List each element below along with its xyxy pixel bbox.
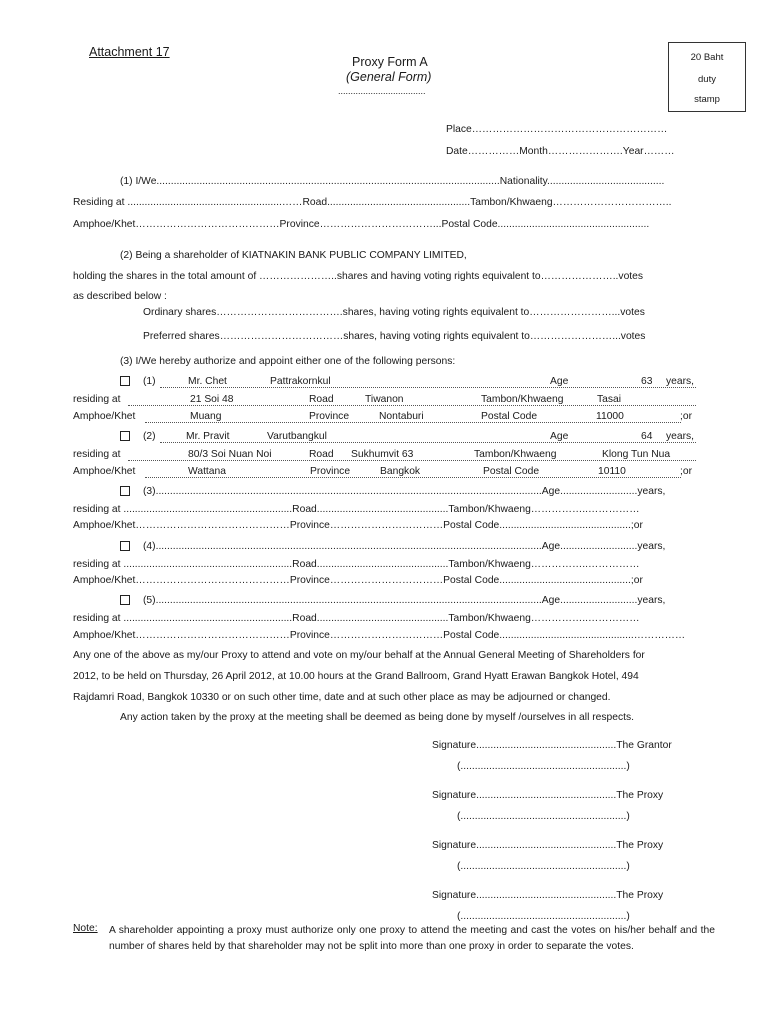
proxy-4-district-field[interactable]: Amphoe/Khet………………………………………Province……………………………Postal Code..............................................;or bbox=[73, 575, 643, 586]
form-title: Proxy Form A bbox=[352, 55, 428, 69]
proxy-2-tambon[interactable]: Klong Tun Nua bbox=[602, 449, 671, 460]
proxy-1-residing-label: residing at bbox=[73, 394, 121, 405]
proxy-1-postal[interactable]: 11000 bbox=[596, 411, 624, 422]
proxy-4-address-field[interactable]: residing at ...........................................................Road..............................................Tambon/Khwaeng……………..…………… bbox=[73, 559, 640, 570]
proxy-2-or: ;or bbox=[680, 466, 693, 477]
proxy-2-name-line bbox=[120, 431, 144, 443]
proxy-3-line bbox=[120, 486, 144, 498]
proxy-1-road-label: Road bbox=[309, 394, 334, 405]
proxy-2-age-label: Age bbox=[550, 431, 569, 442]
proxy-5-line bbox=[120, 595, 144, 607]
meeting-text-3: Rajdamri Road, Bangkok 10330 or on such other time, date and at such other place as may be adjourned or changed. bbox=[73, 692, 611, 703]
form-subtitle: (General Form) bbox=[346, 70, 432, 84]
proxy-2-postal-label: Postal Code bbox=[483, 466, 540, 477]
signature-proxy-2-name[interactable]: (..........................................................) bbox=[457, 861, 630, 872]
proxy-2-checkbox[interactable] bbox=[120, 431, 130, 441]
proxy-1-address[interactable]: 21 Soi 48 bbox=[190, 394, 234, 405]
proxy-2-postal[interactable]: 10110 bbox=[598, 466, 626, 477]
appoint-intro: (3) I/We hereby authorize and appoint either one of the following persons: bbox=[120, 356, 456, 367]
proxy-2-road-label: Road bbox=[309, 449, 334, 460]
grantor-district-line[interactable]: Amphoe/Khet……………………………………Province……………………………...Postal Code..................................................... bbox=[73, 219, 650, 230]
proxy-1-amphoe[interactable]: Muang bbox=[190, 411, 222, 422]
date-field[interactable]: Date……………Month………………….Year……… bbox=[446, 146, 675, 157]
proxy-2-district-underline bbox=[145, 477, 681, 478]
proxy-2-first-name[interactable]: Mr. Pravit bbox=[186, 431, 230, 442]
meeting-text-2: 2012, to be held on Thursday, 26 April 2012, at 10.00 hours at the Grand Ballroom, Grand Hyatt Erawan Bangkok Hotel, 494 bbox=[73, 671, 639, 682]
signature-proxy-1[interactable]: Signature.................................................The Proxy bbox=[432, 790, 664, 801]
total-shares-line[interactable]: holding the shares in the total amount of …………………..shares and having voting rights equivalent to…………………..votes bbox=[73, 271, 644, 282]
proxy-3-checkbox[interactable] bbox=[120, 486, 130, 496]
proxy-1-num: (1) bbox=[143, 376, 156, 387]
described-below: as described below : bbox=[73, 291, 167, 302]
signature-proxy-3[interactable]: Signature.................................................The Proxy bbox=[432, 890, 664, 901]
proxy-2-residing-label: residing at bbox=[73, 449, 121, 460]
stamp-line-1: 20 Baht bbox=[690, 52, 724, 63]
proxy-1-district-underline bbox=[145, 422, 681, 423]
shareholder-line bbox=[120, 250, 467, 261]
proxy-1-years: years, bbox=[666, 376, 695, 387]
meeting-text-1: Any one of the above as my/our Proxy to attend and vote on my/our behalf at the Annual General Meeting of Shareholders for bbox=[73, 650, 645, 661]
signature-proxy-2[interactable]: Signature.................................................The Proxy bbox=[432, 840, 664, 851]
ordinary-shares-line[interactable]: Ordinary shares……………………………….shares, having voting rights equivalent to……………………...votes bbox=[143, 307, 645, 318]
proxy-2-address-underline bbox=[128, 460, 696, 461]
proxy-2-num: (2) bbox=[143, 431, 156, 442]
preferred-shares-line[interactable]: Preferred shares………………………………shares, having voting rights equivalent to……………………...votes bbox=[143, 331, 646, 342]
proxy-3-district-field[interactable]: Amphoe/Khet………………………………………Province……………………………Postal Code..............................................;or bbox=[73, 520, 643, 531]
proxy-1-road[interactable]: Tiwanon bbox=[365, 394, 404, 405]
stamp-line-3: stamp bbox=[694, 94, 720, 105]
note-label: Note: bbox=[73, 923, 98, 934]
company-name: KIATNAKIN BANK PUBLIC COMPANY LIMITED, bbox=[241, 250, 467, 261]
proxy-2-amphoe[interactable]: Wattana bbox=[188, 466, 226, 477]
meeting-text-4: Any action taken by the proxy at the meeting shall be deemed as being done by myself /ourselves in all respects. bbox=[120, 712, 634, 723]
proxy-1-name-underline bbox=[160, 387, 696, 388]
proxy-4-name-field[interactable]: (4).......................................................................................................................................Age...........................years, bbox=[143, 541, 666, 552]
proxy-2-address[interactable]: 80/3 Soi Nuan Noi bbox=[188, 449, 272, 460]
proxy-1-province[interactable]: Nontaburi bbox=[379, 411, 424, 422]
proxy-1-age[interactable]: 63 bbox=[641, 376, 653, 387]
proxy-1-name-line bbox=[120, 376, 144, 388]
place-field[interactable]: Place………………………………………………… bbox=[446, 124, 668, 135]
signature-grantor[interactable]: Signature.................................................The Grantor bbox=[432, 740, 672, 751]
proxy-1-checkbox[interactable] bbox=[120, 376, 130, 386]
proxy-1-age-label: Age bbox=[550, 376, 569, 387]
note-text: A shareholder appointing a proxy must authorize only one proxy to attend the meeting and cast the votes on his/her behalf and the number of shares held by that shareholder may not be split into more than one proxy in order to separate the votes. bbox=[109, 925, 715, 952]
subtitle-dots: ................................... bbox=[338, 86, 426, 96]
proxy-2-amphoe-label: Amphoe/Khet bbox=[73, 466, 136, 477]
proxy-2-road[interactable]: Sukhumvit 63 bbox=[351, 449, 414, 460]
proxy-5-address-field[interactable]: residing at ...........................................................Road..............................................Tambon/Khwaeng……………..…………… bbox=[73, 613, 640, 624]
proxy-1-province-label: Province bbox=[309, 411, 350, 422]
proxy-5-checkbox[interactable] bbox=[120, 595, 130, 605]
proxy-1-tambon[interactable]: Tasai bbox=[597, 394, 622, 405]
stamp-line-2: duty bbox=[698, 74, 716, 85]
proxy-1-last-name[interactable]: Pattrakornkul bbox=[270, 376, 331, 387]
proxy-2-province-label: Province bbox=[310, 466, 351, 477]
proxy-2-age[interactable]: 64 bbox=[641, 431, 653, 442]
attachment-label: Attachment 17 bbox=[89, 45, 170, 59]
proxy-1-postal-label: Postal Code bbox=[481, 411, 538, 422]
proxy-2-tambon-label: Tambon/Khwaeng bbox=[474, 449, 557, 460]
proxy-4-line bbox=[120, 541, 144, 553]
proxy-5-district-field[interactable]: Amphoe/Khet………………………………………Province……………………………Postal Code...............................................…………… bbox=[73, 630, 686, 641]
proxy-1-address-underline bbox=[128, 405, 696, 406]
signature-grantor-name[interactable]: (..........................................................) bbox=[457, 761, 630, 772]
grantor-name-line[interactable]: (1) I/We........................................................................................................................Nationality......................................... bbox=[120, 176, 665, 187]
proxy-2-name-underline bbox=[160, 442, 696, 443]
proxy-2-years: years, bbox=[666, 431, 695, 442]
signature-proxy-1-name[interactable]: (..........................................................) bbox=[457, 811, 630, 822]
proxy-2-last-name[interactable]: Varutbangkul bbox=[267, 431, 327, 442]
proxy-1-first-name[interactable]: Mr. Chet bbox=[188, 376, 227, 387]
proxy-5-name-field[interactable]: (5).......................................................................................................................................Age...........................years, bbox=[143, 595, 666, 606]
shareholder-prefix: (2) Being a shareholder of bbox=[120, 250, 242, 261]
proxy-1-amphoe-label: Amphoe/Khet bbox=[73, 411, 136, 422]
duty-stamp-box bbox=[668, 42, 746, 112]
proxy-4-checkbox[interactable] bbox=[120, 541, 130, 551]
grantor-address-line[interactable]: Residing at ......................................................……Road..................................................Tambon/Khwaeng…………………………….. bbox=[73, 197, 672, 208]
proxy-3-name-field[interactable]: (3).......................................................................................................................................Age...........................years, bbox=[143, 486, 666, 497]
proxy-3-address-field[interactable]: residing at ...........................................................Road..............................................Tambon/Khwaeng……………..…………… bbox=[73, 504, 640, 515]
signature-proxy-3-name[interactable]: (..........................................................) bbox=[457, 911, 630, 922]
proxy-2-province[interactable]: Bangkok bbox=[380, 466, 421, 477]
proxy-1-tambon-label: Tambon/Khwaeng bbox=[481, 394, 564, 405]
proxy-1-or: ;or bbox=[680, 411, 693, 422]
